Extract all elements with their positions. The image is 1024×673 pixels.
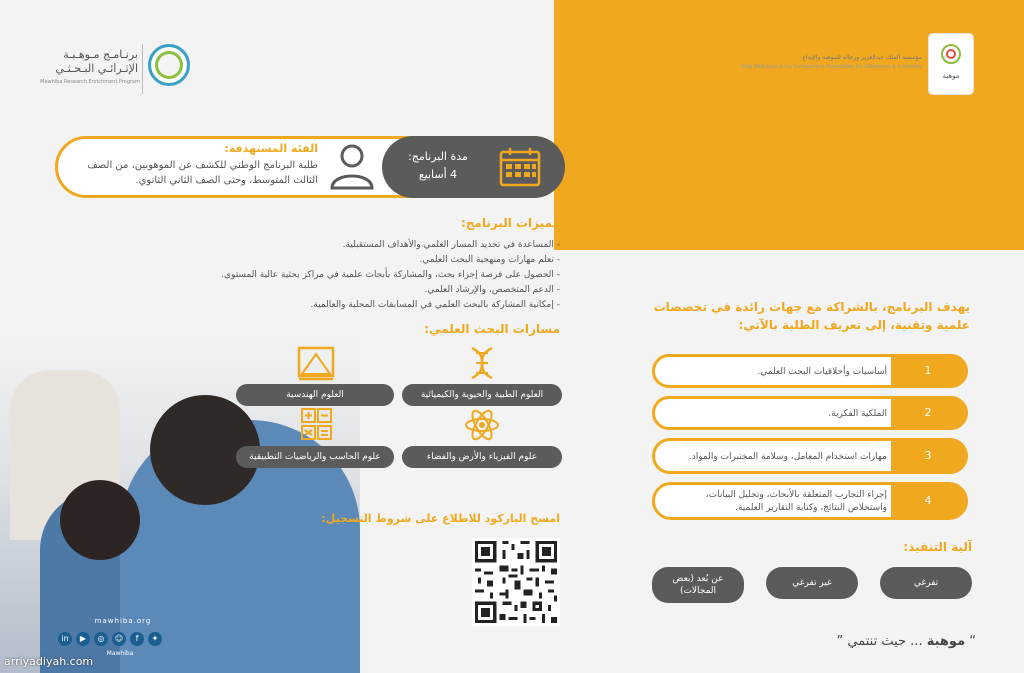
track-computer-math: علوم الحاسب والرياضيات التطبيقية	[236, 446, 394, 468]
program-logo-en: Mawhiba Research Enrichment Program	[40, 79, 140, 85]
slogan-tagline: ... حيث تنتمي	[847, 634, 923, 649]
foundation-name-ar: مؤسسة الملك عبدالعزيز ورجاله للموهبة والإبداع	[802, 54, 922, 61]
feature-item: - إمكانية المشاركة بالبحث العلمي في المسابقات المحلية والعالمية.	[310, 300, 560, 310]
mechanism-full-time: تفرغي	[880, 567, 972, 599]
target-audience-title: الفئة المستهدفة:	[224, 142, 318, 155]
person-icon	[326, 140, 378, 192]
goal-item-3	[652, 438, 968, 474]
goal-item-2	[652, 396, 968, 430]
goal-item-4	[652, 482, 968, 520]
slogan-brand: موهبة	[926, 634, 966, 649]
track-physics-earth-space: علوم الفيزياء والأرض والفضاء	[402, 446, 562, 468]
goal-text: إجراء التجارب المتعلقة بالأبحاث، وتحليل البيانات، واستخلاص النتائج، وكتابة التقارير العلمية.	[705, 490, 887, 513]
goal-number: 1	[891, 354, 965, 388]
feature-item: - المساعدة في تحديد المسار العلمي والأهداف المستقبلية.	[342, 240, 560, 250]
program-logo-line2: الإثـرائـي البـحـثـي	[55, 62, 138, 75]
logo-divider	[142, 44, 143, 94]
feature-item: - تعلم مهارات ومنهجية البحث العلمي.	[419, 255, 560, 265]
registration-qr-code[interactable]	[472, 538, 560, 626]
goal-text: الملكية الفكرية.	[828, 409, 887, 419]
slogan: “ موهبة ... حيث تنتمي ”	[836, 634, 976, 649]
goal-number: 4	[891, 482, 965, 520]
mawhiba-foundation-logo	[929, 34, 973, 94]
duration-value: 4 أسابيع	[418, 168, 458, 181]
snapchat-icon[interactable]: ☺	[112, 632, 126, 646]
logo-text: موهبة	[942, 72, 960, 80]
atom-icon	[462, 406, 502, 444]
calculator-icon	[296, 406, 336, 444]
feature-item: - الدعم المتخصص، والإرشاد العلمي.	[424, 285, 560, 295]
linkedin-icon[interactable]: in	[58, 632, 72, 646]
title-accent-bar	[948, 114, 951, 222]
instagram-icon[interactable]: ◎	[94, 632, 108, 646]
dna-icon	[462, 344, 502, 382]
target-audience-text: طلبة البرنامج الوطني للكشف عن الموهوبين، من الصف الثالث المتوسط، وحتى الصف الثاني الثانوي.	[87, 160, 318, 186]
engineering-ruler-icon	[296, 344, 336, 382]
website-link[interactable]: mawhiba.org	[94, 617, 152, 625]
goal-text: أساسيات وأخلاقيات البحث العلمي.	[757, 367, 887, 377]
goal-number: 2	[891, 396, 965, 430]
goal-item-1	[652, 354, 968, 388]
track-engineering: العلوم الهندسية	[236, 384, 394, 406]
page-title-line2: الإثرائي البحثي	[603, 170, 930, 221]
foundation-name-en: King Abdulaziz & his Companions Foundation for Giftedness & Creativity	[741, 64, 922, 70]
calendar-icon	[498, 146, 542, 188]
page-title-line1: برنامج مـوهبة	[633, 110, 930, 161]
duration-label: مدة البرنامج:	[408, 150, 468, 163]
qr-instruction: امسح الباركود للاطلاع على شروط التسجيل:	[321, 512, 560, 525]
facebook-icon[interactable]: f	[130, 632, 144, 646]
mechanism-remote: عن بُعد (بعض المجالات)	[652, 567, 744, 603]
twitter-icon[interactable]: ✦	[148, 632, 162, 646]
goal-number: 3	[891, 438, 965, 474]
feature-item: - الحصول على فرصة إجراء بحث، والمشاركة بأبحاث علمية في مراكز بحثية عالية المستوى.	[221, 270, 560, 280]
program-logo-icon	[148, 44, 190, 86]
mechanism-part-time: غير تفرغي	[766, 567, 858, 599]
source-watermark: arriyadiyah.com	[4, 655, 94, 668]
tracks-title: مسارات البحث العلمي:	[424, 322, 560, 336]
mawhiba-logo-icon	[941, 44, 961, 64]
track-medical-biological: العلوم الطبية والحيوية والكيميائية	[402, 384, 562, 406]
goals-intro: يهدف البرنامج، بالشراكة مع جهات رائدة في تخصصات علمية وتقنية، إلى تعريف الطلبة بالآتي:	[653, 300, 970, 332]
program-logo-line1: برنـامـج مـوهـبـة	[63, 48, 138, 61]
social-handle: Mawhiba	[106, 650, 134, 657]
features-title: مميزات البرنامج:	[460, 216, 560, 230]
mechanism-title: آلية التنفيذ:	[903, 540, 972, 554]
youtube-icon[interactable]: ▶	[76, 632, 90, 646]
goal-text: مهارات استخدام المعامل، وسلامة المختبرات والمواد.	[688, 452, 887, 462]
